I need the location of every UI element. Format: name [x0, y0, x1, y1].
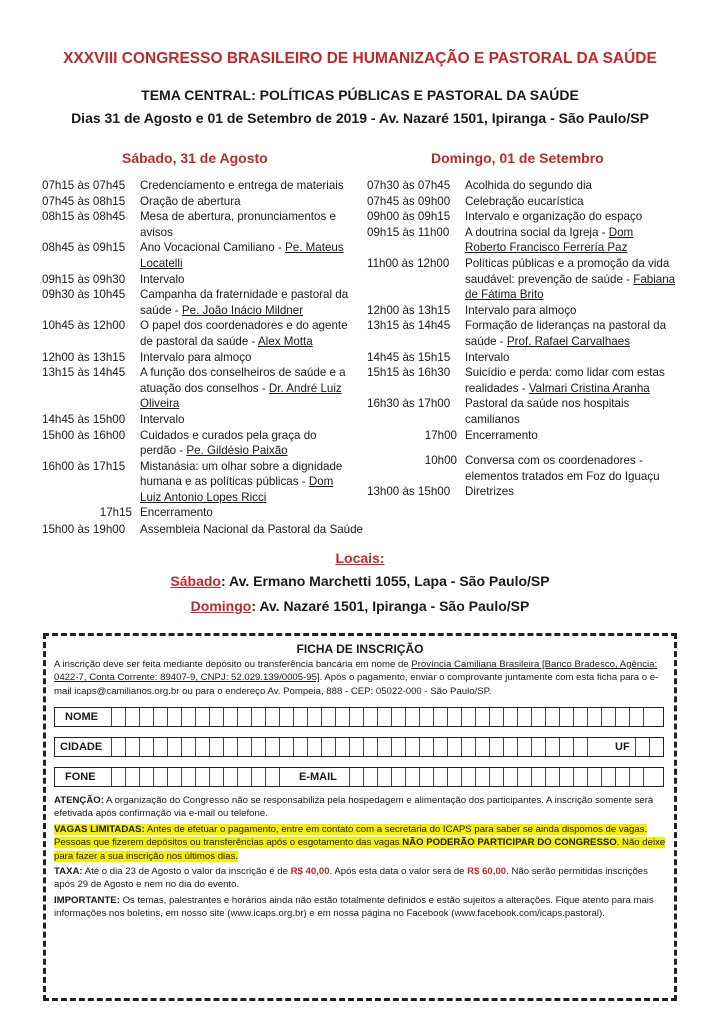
- schedule-row: [367, 396, 677, 427]
- saturday-location: [0, 573, 720, 589]
- schedule-time: 10h00: [424, 454, 457, 468]
- form-cell[interactable]: [377, 708, 391, 726]
- form-cell[interactable]: [649, 738, 663, 756]
- assembly-text: Assembleia Nacional da Pastoral da Saúde: [140, 523, 363, 536]
- schedule-time: 14h45 às 15h00: [42, 412, 126, 426]
- form-cell[interactable]: [111, 768, 125, 786]
- schedule-description: Acolhida do segundo dia: [465, 179, 592, 192]
- locations-heading: Locais:: [335, 550, 385, 566]
- sunday-location-address: : Av. Nazaré 1501, Ipiranga - São Paulo/SP: [251, 598, 530, 614]
- schedule-time: 15h15 às 16h30: [367, 366, 451, 380]
- schedule-description: Encerramento: [465, 428, 538, 442]
- form-intro: [54, 658, 666, 698]
- schedule-time: 13h15 às 14h45: [367, 319, 451, 333]
- schedule-description: Intervalo e organização do espaço: [465, 210, 643, 224]
- city-label: CIDADE: [60, 741, 103, 753]
- form-cell[interactable]: [111, 738, 125, 756]
- form-cell[interactable]: [587, 708, 601, 726]
- schedule-description: Encerramento: [140, 506, 213, 520]
- form-cell[interactable]: [307, 738, 321, 756]
- schedule-row: [42, 459, 354, 506]
- schedule-time: 12h00 às 13h15: [367, 303, 451, 317]
- form-cell[interactable]: [447, 738, 461, 756]
- form-cell[interactable]: [139, 768, 153, 786]
- schedule-description: Intervalo: [140, 412, 185, 426]
- city-cells[interactable]: [111, 738, 601, 756]
- form-cell[interactable]: [237, 738, 251, 756]
- important-label: IMPORTANTE:: [54, 895, 120, 906]
- form-cell[interactable]: [503, 738, 517, 756]
- schedule-row: [367, 484, 677, 500]
- form-cell[interactable]: [209, 768, 223, 786]
- schedule-time: 07h45 às 08h15: [42, 194, 126, 208]
- form-cell[interactable]: [391, 708, 405, 726]
- form-cell[interactable]: [167, 708, 181, 726]
- form-cell[interactable]: [377, 738, 391, 756]
- schedule-row: [367, 209, 677, 225]
- form-cell[interactable]: [111, 708, 125, 726]
- speaker-name: Pe. João Inácio Mildner: [181, 303, 304, 317]
- schedule-time: 08h45 às 09h15: [42, 241, 126, 255]
- form-cell[interactable]: [251, 708, 265, 726]
- schedule-time: 16h30 às 17h00: [367, 397, 451, 411]
- fee-text: Até o dia 23 de Agosto o valor da inscrição é de: [82, 866, 291, 877]
- form-cell[interactable]: [489, 738, 503, 756]
- form-cell[interactable]: [475, 768, 489, 786]
- form-cell[interactable]: [223, 708, 237, 726]
- congress-title: XXXVIII CONGRESSO BRASILEIRO DE HUMANIZAÇÃO E PASTORAL DA SAÚDE: [63, 50, 657, 67]
- schedule-description: Campanha da fraternidade e pastoral da saúde - Pe. João Inácio Mildner: [140, 288, 349, 317]
- schedule-description: Oração de abertura: [140, 194, 241, 208]
- bank-details: Província Camiliana Brasileira [Banco Bradesco, Agência: 0422-7, Conta Corrente: 89407-9, CNPJ: 52.029.139/0005-95]: [54, 659, 658, 684]
- sunday-heading: Domingo, 01 de Setembro: [431, 150, 604, 166]
- form-cell[interactable]: [489, 768, 503, 786]
- form-cell[interactable]: [545, 708, 559, 726]
- attention-text: A organização do Congresso não se responsabiliza pela hospedagem e alimentação dos participantes. A inscrição somente será efetivada após confirmação via e-mail ou telefone.: [54, 795, 654, 820]
- schedule-description: O papel dos coordenadores e do agente de pastoral da saúde - Alex Motta: [140, 319, 348, 348]
- schedule-row: [367, 194, 677, 210]
- form-cell[interactable]: [643, 708, 657, 726]
- schedule-time: 17h00: [424, 428, 457, 442]
- limited-spots-text: Antes de efetuar o pagamento, entre em contato com a secretaria do ICAPS para saber se ainda dispomos de vagas. Pessoas que fizerem depósitos ou transferências após o esgotamento das vagas: [54, 824, 648, 849]
- phone-email-field[interactable]: [54, 767, 664, 787]
- form-cell[interactable]: [433, 708, 447, 726]
- form-cell[interactable]: [503, 768, 517, 786]
- schedule-time: 14h45 às 15h15: [367, 350, 451, 364]
- fee-note: [54, 865, 666, 892]
- form-cell[interactable]: [559, 768, 573, 786]
- schedule-description: Cuidados e curados pela graça do perdão - Pe. Gildésio Paixão: [140, 428, 317, 458]
- form-cell[interactable]: [181, 708, 195, 726]
- form-cell[interactable]: [349, 708, 363, 726]
- speaker-name: Pe. Mateus Locatelli: [140, 241, 344, 270]
- schedule-time: 13h15 às 14h45: [42, 366, 126, 380]
- schedule-description: A doutrina social da Igreja - Dom Roberto Francisco Ferrería Paz: [465, 225, 634, 255]
- form-cell[interactable]: [167, 768, 181, 786]
- schedule-row: [367, 256, 677, 303]
- schedule-row: [42, 428, 354, 459]
- event-dates: Dias 31 de Agosto e 01 de Setembro de 2019 - Av. Nazaré 1501, Ipiranga - São Paulo/SP: [71, 110, 649, 126]
- intro-text: A inscrição deve ser feita mediante depósito ou transferência bancária em nome de: [54, 659, 412, 670]
- form-cell[interactable]: [615, 768, 629, 786]
- form-cell[interactable]: [419, 738, 433, 756]
- form-cell[interactable]: [153, 738, 167, 756]
- assembly-time: 15h00 às 19h00: [42, 523, 126, 536]
- form-title: FICHA DE INSCRIÇÃO: [296, 642, 424, 656]
- form-cell[interactable]: [335, 738, 349, 756]
- limited-spots-warning: NÃO PODERÃO PARTICIPAR DO CONGRESSO: [402, 837, 617, 849]
- speaker-name: Dom Luiz Antonio Lopes Ricci: [140, 475, 334, 504]
- form-cell[interactable]: [237, 708, 251, 726]
- state-cells[interactable]: [635, 738, 663, 756]
- form-cell[interactable]: [209, 708, 223, 726]
- form-cell[interactable]: [321, 708, 335, 726]
- schedule-row: [367, 303, 677, 319]
- form-cell[interactable]: [125, 708, 139, 726]
- form-cell[interactable]: [461, 738, 475, 756]
- limited-spots-label: VAGAS LIMITADAS:: [54, 824, 145, 835]
- form-cell[interactable]: [265, 768, 279, 786]
- schedule-time: 12h00 às 13h15: [42, 350, 126, 364]
- limited-spots-text-2: . Não deixe para fazer a sua inscrição nos últimos dias.: [54, 837, 666, 862]
- speaker-name: Pe. Gildésio Paixão: [186, 444, 288, 458]
- speaker-name: Prof. Rafael Carvalhaes: [506, 334, 630, 348]
- form-cell[interactable]: [391, 768, 405, 786]
- intro-text-2: . Após o pagamento, enviar o comprovante juntamente com esta ficha para o e-mail icaps@camilianos.org.br ou para o endereço Av. Pompeia, 888 - CEP: 05022-000 - São Paulo/SP.: [54, 672, 659, 697]
- attention-note: [54, 794, 666, 821]
- form-cell[interactable]: [545, 738, 559, 756]
- form-cell[interactable]: [559, 708, 573, 726]
- form-cell[interactable]: [167, 738, 181, 756]
- fee-value-late: R$ 60,00: [467, 866, 507, 877]
- schedule-time: 09h30 às 10h45: [42, 288, 126, 302]
- schedule-time: 16h00 às 17h15: [42, 459, 126, 473]
- schedule-row: [367, 318, 677, 349]
- schedule-description: Políticas públicas e a promoção da vida saudável: prevenção de saúde - Fabiana de Fátima Brito: [465, 256, 676, 302]
- schedule-description: A função dos conselheiros de saúde e a atuação dos conselhos - Dr. André Luiz Oliveira: [140, 366, 346, 411]
- form-cell[interactable]: [531, 768, 545, 786]
- form-cell[interactable]: [601, 768, 615, 786]
- form-cell[interactable]: [251, 768, 265, 786]
- schedule-time: 13h00 às 15h00: [367, 485, 451, 499]
- registration-form: [43, 633, 677, 1001]
- form-cell[interactable]: [349, 768, 363, 786]
- form-cell[interactable]: [363, 708, 377, 726]
- schedule-row: [42, 365, 354, 412]
- schedule-row: [367, 225, 677, 256]
- form-cell[interactable]: [559, 738, 573, 756]
- saturday-location-label: Sábado: [170, 573, 221, 589]
- schedule-time: 08h15 às 08h45: [42, 210, 126, 224]
- form-cell[interactable]: [265, 708, 279, 726]
- form-cell[interactable]: [587, 768, 601, 786]
- form-cell[interactable]: [461, 708, 475, 726]
- form-cell[interactable]: [195, 738, 209, 756]
- schedule-time: 07h45 às 09h00: [367, 194, 451, 208]
- form-cell[interactable]: [419, 768, 433, 786]
- form-cell[interactable]: [125, 738, 139, 756]
- schedule-time: 09h00 às 09h15: [367, 210, 451, 224]
- form-cell[interactable]: [195, 768, 209, 786]
- form-cell[interactable]: [475, 708, 489, 726]
- saturday-location-address: : Av. Ermano Marchetti 1055, Lapa - São Paulo/SP: [221, 573, 550, 589]
- form-cell[interactable]: [447, 768, 461, 786]
- form-cell[interactable]: [335, 708, 349, 726]
- fee-text-3: . Não serão permitidas inscrições após 29 de Agosto e nem no dia do evento.: [54, 866, 648, 891]
- schedule-description: Ano Vocacional Camiliano - Pe. Mateus Locatelli: [140, 241, 344, 270]
- form-cell[interactable]: [643, 768, 657, 786]
- schedule-time: 11h00 às 12h00: [367, 256, 450, 270]
- schedule-time: 09h15 às 11h00: [367, 225, 450, 239]
- schedule-time: 07h15 às 07h45: [42, 179, 126, 192]
- form-cell[interactable]: [447, 708, 461, 726]
- schedule-description: Intervalo para almoço: [140, 350, 252, 364]
- schedule-description: Intervalo: [140, 272, 185, 286]
- form-cell[interactable]: [573, 738, 587, 756]
- speaker-name: Alex Motta: [257, 334, 313, 348]
- form-cell[interactable]: [391, 738, 405, 756]
- form-cell[interactable]: [293, 708, 307, 726]
- form-cell[interactable]: [531, 708, 545, 726]
- form-cell[interactable]: [195, 708, 209, 726]
- form-cell[interactable]: [125, 768, 139, 786]
- form-cell[interactable]: [363, 768, 377, 786]
- schedule-row: [42, 412, 354, 428]
- form-cell[interactable]: [517, 768, 531, 786]
- name-field[interactable]: [54, 707, 664, 727]
- form-cell[interactable]: [629, 768, 643, 786]
- name-cells[interactable]: [111, 708, 657, 726]
- form-cell[interactable]: [377, 768, 391, 786]
- name-label: NOME: [65, 711, 98, 723]
- speaker-name: Dom Roberto Francisco Ferrería Paz: [465, 225, 634, 255]
- form-cell[interactable]: [223, 738, 237, 756]
- central-theme: TEMA CENTRAL: POLÍTICAS PÚBLICAS E PASTORAL DA SAÚDE: [141, 87, 579, 103]
- form-cell[interactable]: [433, 768, 447, 786]
- schedule-time: 15h00 às 16h00: [42, 428, 126, 442]
- form-cell[interactable]: [475, 738, 489, 756]
- form-cell[interactable]: [419, 708, 433, 726]
- schedule-time: 17h15: [99, 506, 132, 520]
- form-cell[interactable]: [293, 738, 307, 756]
- form-cell[interactable]: [349, 738, 363, 756]
- form-cell[interactable]: [461, 768, 475, 786]
- form-cell[interactable]: [573, 768, 587, 786]
- limited-spots-note: [54, 823, 666, 863]
- form-cell[interactable]: [237, 768, 251, 786]
- speaker-name: Valmari Cristina Aranha: [528, 381, 650, 395]
- fee-label: TAXA:: [54, 866, 83, 877]
- form-cell[interactable]: [279, 708, 293, 726]
- schedule-description: Mistanásia: um olhar sobre a dignidade humana e as políticas públicas - Dom Luiz Antonio Lopes Ricci: [140, 459, 343, 504]
- city-field[interactable]: [54, 737, 664, 757]
- form-cell[interactable]: [181, 738, 195, 756]
- schedule-row: [367, 365, 677, 396]
- form-cell[interactable]: [601, 708, 615, 726]
- form-cell[interactable]: [363, 738, 377, 756]
- form-cell[interactable]: [517, 738, 531, 756]
- schedule-description: Conversa com os coordenadores - elementos tratados em Foz do Iguaçu: [465, 454, 660, 483]
- form-cell[interactable]: [223, 768, 237, 786]
- form-cell[interactable]: [209, 738, 223, 756]
- sunday-location: [0, 598, 720, 614]
- schedule-row: [42, 178, 354, 194]
- phone-label: FONE: [65, 771, 96, 783]
- state-label: UF: [615, 741, 630, 753]
- sunday-schedule: [367, 178, 677, 500]
- schedule-time: 10h45 às 12h00: [42, 319, 126, 333]
- form-cell[interactable]: [433, 738, 447, 756]
- schedule-time: 07h30 às 07h45: [367, 179, 451, 192]
- schedule-row: [367, 428, 677, 444]
- sunday-location-label: Domingo: [190, 598, 252, 614]
- form-cell[interactable]: [503, 708, 517, 726]
- schedule-description: Formação de lideranças na pastoral da saúde - Prof. Rafael Carvalhaes: [465, 319, 667, 348]
- phone-cells[interactable]: [111, 768, 293, 786]
- schedule-row: [42, 505, 354, 521]
- schedule-row: [367, 350, 677, 366]
- form-cell[interactable]: [153, 768, 167, 786]
- speaker-name: Fabiana de Fátima Brito: [465, 272, 676, 302]
- schedule-description: Intervalo para almoço: [465, 303, 577, 317]
- saturday-schedule: [42, 178, 354, 521]
- schedule-description: Diretrizes: [465, 485, 514, 499]
- schedule-row: [42, 209, 354, 240]
- schedule-row: [42, 194, 354, 210]
- email-cells[interactable]: [349, 768, 657, 786]
- form-cell[interactable]: [531, 738, 545, 756]
- speaker-name: Dr. André Luiz Oliveira: [140, 381, 342, 411]
- fee-value-early: R$ 40,00: [290, 866, 330, 877]
- form-cell[interactable]: [181, 768, 195, 786]
- attention-label: ATENÇÃO:: [54, 795, 104, 806]
- form-cell[interactable]: [321, 738, 335, 756]
- schedule-row: [42, 272, 354, 288]
- schedule-description: Intervalo: [465, 350, 510, 364]
- schedule-row: [367, 453, 677, 484]
- form-cell[interactable]: [615, 708, 629, 726]
- saturday-heading: Sábado, 31 de Agosto: [122, 150, 268, 166]
- form-cell[interactable]: [307, 708, 321, 726]
- form-cell[interactable]: [517, 708, 531, 726]
- form-cell[interactable]: [279, 768, 293, 786]
- form-cell[interactable]: [405, 708, 419, 726]
- schedule-description: Celebração eucarística: [465, 194, 584, 208]
- form-cell[interactable]: [405, 768, 419, 786]
- form-cell[interactable]: [629, 708, 643, 726]
- assembly-row: [42, 523, 363, 536]
- form-cell[interactable]: [545, 768, 559, 786]
- form-cell[interactable]: [153, 708, 167, 726]
- schedule-description: Mesa de abertura, pronunciamentos e avisos: [140, 210, 336, 239]
- form-cell[interactable]: [139, 738, 153, 756]
- form-cell[interactable]: [573, 708, 587, 726]
- form-cell[interactable]: [587, 738, 601, 756]
- schedule-row: [42, 350, 354, 366]
- important-note: [54, 894, 666, 921]
- form-cell[interactable]: [405, 738, 419, 756]
- schedule-description: Pastoral da saúde nos hospitais camilianos: [465, 397, 630, 426]
- form-cell[interactable]: [139, 708, 153, 726]
- schedule-row: [42, 240, 354, 271]
- schedule-row: [367, 178, 677, 194]
- form-cell[interactable]: [635, 738, 649, 756]
- schedule-row: [42, 287, 354, 318]
- schedule-description: Credenciamento e entrega de materiais: [140, 179, 344, 192]
- form-cell[interactable]: [489, 708, 503, 726]
- form-cell[interactable]: [279, 738, 293, 756]
- schedule-row: [42, 318, 354, 349]
- important-text: Os temas, palestrantes e horários ainda não estão totalmente definidos e estão sujeitos a alterações. Fique atento para mais informações nos boletins, em nosso site (www.icaps.org.br) e em nossa página no Facebook (www.facebook.com/icaps.pastoral).: [54, 895, 654, 920]
- form-cell[interactable]: [251, 738, 265, 756]
- schedule-time: 09h15 às 09h30: [42, 272, 126, 286]
- form-cell[interactable]: [265, 738, 279, 756]
- email-label: E-MAIL: [299, 771, 337, 783]
- fee-text-2: . Após esta data o valor será de: [329, 866, 468, 877]
- schedule-description: Suicídio e perda: como lidar com estas realidades - Valmari Cristina Aranha: [465, 366, 665, 395]
